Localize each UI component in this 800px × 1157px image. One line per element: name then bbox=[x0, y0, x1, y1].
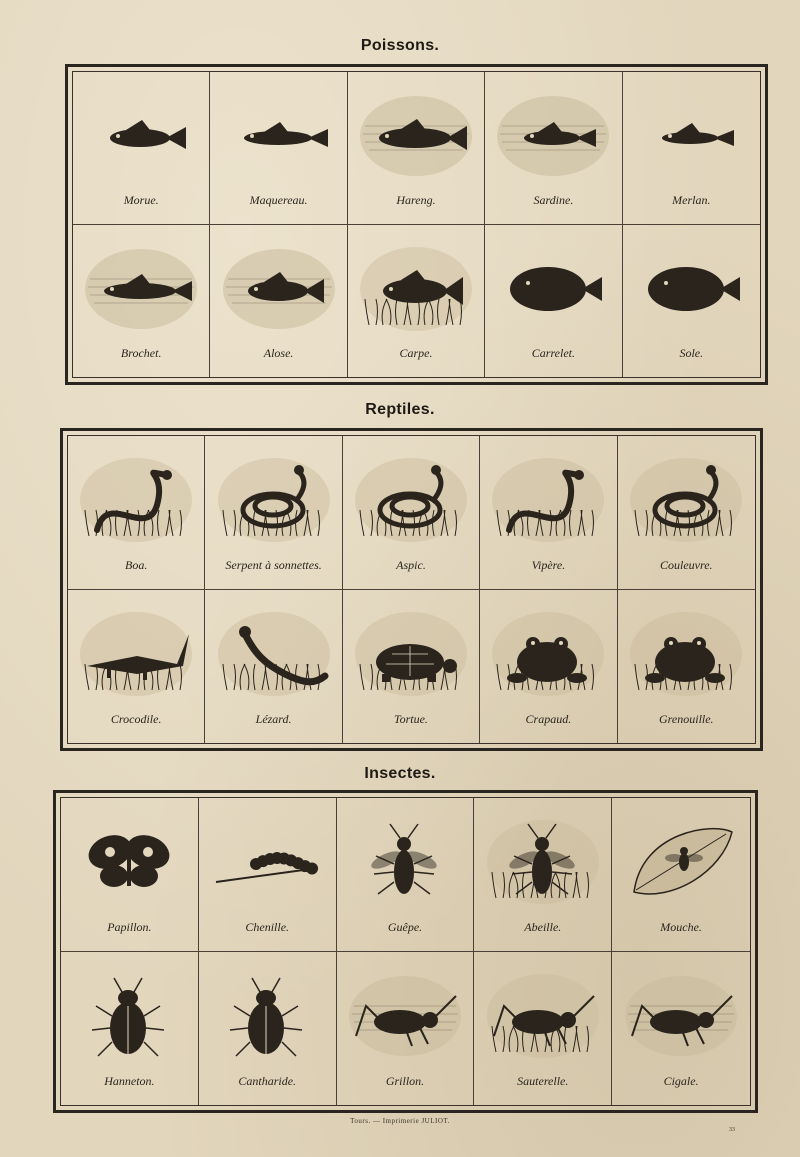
blister-beetle-icon bbox=[208, 966, 326, 1062]
bee-icon bbox=[484, 812, 602, 908]
specimen-caption: Guêpe. bbox=[387, 919, 423, 934]
specimen-caption: Lézard. bbox=[255, 712, 292, 726]
specimen-caption: Crocodile. bbox=[110, 712, 162, 726]
specimen-caption: Grenouille. bbox=[659, 712, 714, 726]
specimen-caption: Brochet. bbox=[120, 346, 162, 360]
specimen-caption: Hareng. bbox=[396, 192, 436, 207]
specimen-cell bbox=[73, 72, 210, 225]
lizard-icon bbox=[215, 604, 333, 700]
plaice-icon bbox=[494, 239, 612, 335]
specimen-caption: Carpe. bbox=[399, 346, 433, 360]
crocodile-icon bbox=[77, 604, 195, 700]
cricket-icon bbox=[346, 966, 464, 1062]
specimen-cell bbox=[205, 590, 342, 744]
mackerel-icon bbox=[220, 86, 338, 182]
specimen-cell bbox=[61, 952, 199, 1106]
cicada-icon bbox=[622, 966, 740, 1062]
specimen-cell bbox=[210, 225, 347, 378]
shad-icon bbox=[220, 239, 338, 335]
specimen-cell bbox=[618, 436, 755, 590]
specimen-caption: Aspic. bbox=[396, 557, 426, 572]
specimen-cell bbox=[480, 590, 617, 744]
specimen-caption: Carrelet. bbox=[531, 346, 575, 360]
specimen-caption: Abeille. bbox=[524, 919, 562, 934]
specimen-caption: Vipère. bbox=[531, 557, 566, 572]
specimen-cell bbox=[474, 798, 612, 952]
specimen-cell bbox=[68, 590, 205, 744]
wasp-icon bbox=[346, 812, 464, 908]
specimen-cell bbox=[612, 798, 750, 952]
specimen-cell bbox=[73, 225, 210, 378]
viper-icon bbox=[489, 450, 607, 546]
grid-reptiles bbox=[67, 435, 756, 744]
specimen-cell bbox=[474, 952, 612, 1106]
grid-insectes bbox=[60, 797, 751, 1106]
section-title-insectes: Insectes. bbox=[364, 765, 436, 782]
carp-icon bbox=[357, 239, 475, 335]
specimen-caption: Tortue. bbox=[394, 712, 428, 726]
specimen-cell bbox=[68, 436, 205, 590]
specimen-cell bbox=[623, 225, 760, 378]
cod-icon bbox=[82, 86, 200, 182]
specimen-cell bbox=[337, 798, 475, 952]
specimen-caption: Grillon. bbox=[385, 1074, 425, 1088]
toad-icon bbox=[489, 604, 607, 700]
specimen-caption: Morue. bbox=[123, 192, 159, 207]
asp-icon bbox=[352, 450, 470, 546]
specimen-caption: Merlan. bbox=[672, 192, 711, 207]
specimen-cell bbox=[199, 952, 337, 1106]
pike-icon bbox=[82, 239, 200, 335]
cockchafer-icon bbox=[70, 966, 188, 1062]
specimen-cell bbox=[618, 590, 755, 744]
specimen-caption: Crapaud. bbox=[525, 712, 572, 726]
specimen-caption: Papillon. bbox=[107, 919, 152, 934]
sole-icon bbox=[632, 239, 750, 335]
specimen-caption: Hanneton. bbox=[104, 1074, 155, 1088]
specimen-cell bbox=[343, 436, 480, 590]
specimen-cell bbox=[343, 590, 480, 744]
whiting-icon bbox=[632, 86, 750, 182]
caterpillar-icon bbox=[208, 812, 326, 908]
specimen-caption: Cantharide. bbox=[238, 1074, 297, 1088]
specimen-cell bbox=[337, 952, 475, 1106]
page-number: 33 bbox=[729, 1127, 735, 1133]
specimen-cell bbox=[210, 72, 347, 225]
specimen-caption: Couleuvre. bbox=[660, 557, 713, 572]
specimen-cell bbox=[485, 225, 622, 378]
section-title-poissons: Poissons. bbox=[360, 37, 440, 54]
specimen-cell bbox=[348, 225, 485, 378]
boa-icon bbox=[77, 450, 195, 546]
specimen-caption: Boa. bbox=[125, 557, 148, 572]
butterfly-icon bbox=[70, 812, 188, 908]
panel-insectes bbox=[53, 790, 758, 1113]
specimen-caption: Alose. bbox=[263, 346, 294, 360]
specimen-caption: Chenille. bbox=[245, 919, 290, 934]
specimen-cell bbox=[348, 72, 485, 225]
specimen-cell bbox=[485, 72, 622, 225]
fly-icon bbox=[622, 812, 740, 908]
specimen-caption: Sardine. bbox=[533, 192, 574, 207]
grass-snake-icon bbox=[627, 450, 745, 546]
specimen-caption: Cigale. bbox=[663, 1074, 699, 1088]
specimen-caption: Maquereau. bbox=[249, 192, 308, 207]
specimen-cell bbox=[623, 72, 760, 225]
specimen-cell bbox=[199, 798, 337, 952]
specimen-cell bbox=[61, 798, 199, 952]
printer-imprint: Tours. — Imprimerie JULIOT. bbox=[350, 1117, 450, 1125]
panel-reptiles bbox=[60, 428, 763, 751]
tortoise-icon bbox=[352, 604, 470, 700]
specimen-cell bbox=[612, 952, 750, 1106]
frog-icon bbox=[627, 604, 745, 700]
specimen-cell bbox=[205, 436, 342, 590]
specimen-caption: Mouche. bbox=[660, 919, 702, 934]
specimen-caption: Sauterelle. bbox=[517, 1074, 569, 1088]
sardine-icon bbox=[494, 86, 612, 182]
grid-poissons bbox=[72, 71, 761, 378]
rattlesnake-icon bbox=[215, 450, 333, 546]
panel-poissons bbox=[65, 64, 768, 385]
grasshopper-icon bbox=[484, 966, 602, 1062]
section-title-reptiles: Reptiles. bbox=[365, 401, 435, 418]
specimen-caption: Serpent à sonnettes. bbox=[225, 557, 322, 572]
specimen-caption: Sole. bbox=[679, 346, 704, 360]
specimen-cell bbox=[480, 436, 617, 590]
herring-icon bbox=[357, 86, 475, 182]
